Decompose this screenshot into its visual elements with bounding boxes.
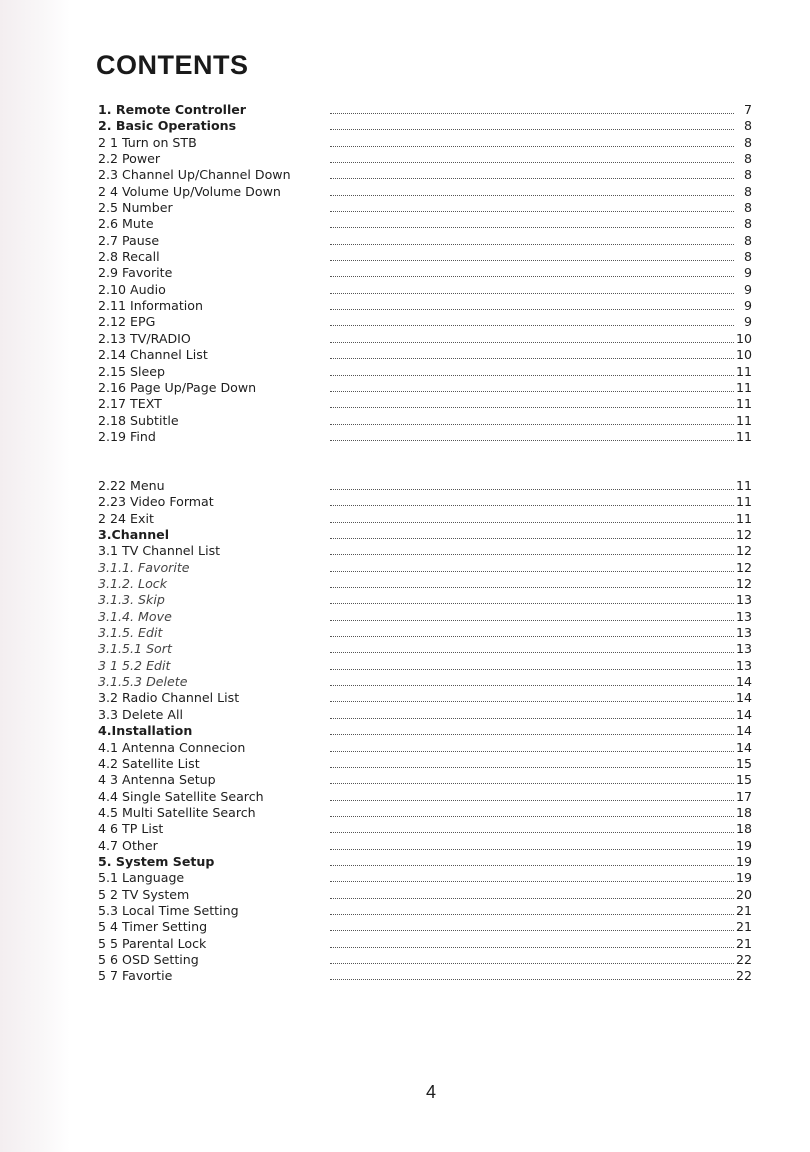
toc-entry-page: 12 bbox=[735, 576, 752, 592]
toc-entry bbox=[96, 298, 754, 314]
toc-entry-page: 14 bbox=[735, 690, 752, 706]
toc-entry-page: 8 bbox=[743, 200, 752, 216]
dot-leader bbox=[330, 865, 734, 866]
dot-leader bbox=[330, 244, 734, 245]
toc-entry-label: 3.1 TV Channel List bbox=[98, 543, 221, 559]
toc-entry bbox=[96, 756, 754, 772]
toc-entry bbox=[96, 527, 754, 543]
toc-entry-label: 2.2 Power bbox=[98, 151, 161, 167]
dot-leader bbox=[330, 211, 734, 212]
toc-entry-label: 2 1 Turn on STB bbox=[98, 134, 197, 150]
dot-leader bbox=[330, 930, 734, 931]
toc-entry-page: 8 bbox=[743, 167, 752, 183]
page-number: 4 bbox=[425, 1082, 436, 1102]
toc-entry-page: 8 bbox=[743, 118, 752, 134]
toc-entry-label: 4.1 Antenna Connecion bbox=[98, 739, 246, 755]
toc-entry-label: 2.8 Recall bbox=[98, 249, 160, 265]
toc-entry-label: 4 6 TP List bbox=[98, 821, 164, 837]
dot-leader bbox=[330, 358, 734, 359]
toc-entry bbox=[96, 331, 754, 347]
toc-entry bbox=[96, 118, 754, 134]
toc-entry-label: 2.7 Pause bbox=[98, 232, 160, 248]
dot-leader bbox=[330, 325, 734, 326]
toc-entry bbox=[96, 919, 754, 935]
toc-entry bbox=[96, 592, 754, 608]
toc-entry bbox=[96, 740, 754, 756]
toc-entry-page: 11 bbox=[735, 363, 752, 379]
dot-leader bbox=[330, 636, 734, 637]
toc-entry-label: 3.1.2. Lock bbox=[98, 576, 167, 592]
toc-entry-page: 11 bbox=[735, 428, 752, 444]
toc-entry bbox=[96, 494, 754, 510]
toc-entry bbox=[96, 609, 754, 625]
dot-leader bbox=[330, 718, 734, 719]
toc-entry-page: 19 bbox=[735, 853, 752, 869]
toc-entry bbox=[96, 576, 754, 592]
toc-entry bbox=[96, 396, 754, 412]
toc-entry-page: 17 bbox=[735, 788, 752, 804]
toc-entry-label: 3.1.5. Edit bbox=[98, 625, 163, 641]
toc-entry-label: 4.2 Satellite List bbox=[98, 755, 200, 771]
dot-leader bbox=[330, 276, 734, 277]
toc-entry-page: 21 bbox=[735, 935, 752, 951]
dot-leader bbox=[330, 146, 734, 147]
toc-entry-page: 14 bbox=[735, 739, 752, 755]
toc-entry-page: 13 bbox=[735, 657, 752, 673]
toc-entry bbox=[96, 854, 754, 870]
toc-entry-page: 13 bbox=[735, 608, 752, 624]
dot-leader bbox=[330, 293, 734, 294]
toc-entry bbox=[96, 233, 754, 249]
toc-entry-label: 2.17 TEXT bbox=[98, 396, 162, 412]
toc-entry bbox=[96, 478, 754, 494]
dot-leader bbox=[330, 342, 734, 343]
toc-entry bbox=[96, 135, 754, 151]
toc-entry bbox=[96, 838, 754, 854]
toc-entry bbox=[96, 821, 754, 837]
toc-entry bbox=[96, 723, 754, 739]
page-edge-shadow bbox=[0, 0, 70, 1152]
toc-entry-label: 2.18 Subtitle bbox=[98, 412, 179, 428]
dot-leader bbox=[330, 538, 734, 539]
toc-entry-page: 22 bbox=[735, 951, 752, 967]
toc-entry-label: 5.3 Local Time Setting bbox=[98, 902, 239, 918]
toc-entry-page: 18 bbox=[735, 821, 752, 837]
dot-leader bbox=[330, 440, 734, 441]
toc-entry-label: 3.1.3. Skip bbox=[98, 592, 165, 608]
toc-entry-page: 11 bbox=[735, 412, 752, 428]
toc-entry-page: 9 bbox=[743, 314, 752, 330]
toc-entry-page: 8 bbox=[743, 232, 752, 248]
toc-entry-page: 11 bbox=[735, 478, 752, 493]
toc-entry-label: 2.11 Information bbox=[98, 298, 203, 314]
toc-entry-page: 19 bbox=[735, 870, 752, 886]
toc-entry-label: 2.13 TV/RADIO bbox=[98, 330, 191, 346]
toc-entry-label: 2.15 Sleep bbox=[98, 363, 166, 379]
toc-entry-page: 14 bbox=[735, 723, 752, 739]
toc-entry-page: 13 bbox=[735, 641, 752, 657]
toc-entry bbox=[96, 249, 754, 265]
toc-entry-label: 5 2 TV System bbox=[98, 886, 190, 902]
toc-entry bbox=[96, 429, 754, 445]
toc-entry-label: 5 5 Parental Lock bbox=[98, 935, 207, 951]
toc-entry-label: 2.5 Number bbox=[98, 200, 173, 216]
dot-leader bbox=[330, 522, 734, 523]
dot-leader bbox=[330, 391, 734, 392]
dot-leader bbox=[330, 800, 734, 801]
toc-entry-label: 3.1.4. Move bbox=[98, 608, 172, 624]
toc-entry-page: 11 bbox=[735, 494, 752, 510]
toc-entry-page: 8 bbox=[743, 183, 752, 199]
toc-entry-label: 3.1.5.1 Sort bbox=[98, 641, 172, 657]
toc-entry-page: 9 bbox=[743, 265, 752, 281]
dot-leader bbox=[330, 424, 734, 425]
toc-entry bbox=[96, 314, 754, 330]
dot-leader bbox=[330, 685, 734, 686]
toc-entry-page: 15 bbox=[735, 755, 752, 771]
dot-leader bbox=[330, 947, 734, 948]
toc-entry-label: 5 7 Favortie bbox=[98, 968, 173, 984]
toc-entry-page: 8 bbox=[743, 249, 752, 265]
toc-entry-label: 2.23 Video Format bbox=[98, 494, 214, 510]
toc-entry-label: 4.Installation bbox=[98, 723, 193, 739]
dot-leader bbox=[330, 587, 734, 588]
dot-leader bbox=[330, 979, 734, 980]
toc-entry bbox=[96, 380, 754, 396]
toc-entry bbox=[96, 216, 754, 232]
toc-block-1 bbox=[96, 102, 754, 445]
toc-entry bbox=[96, 347, 754, 363]
dot-leader bbox=[330, 963, 734, 964]
dot-leader bbox=[330, 260, 734, 261]
toc-block-2 bbox=[96, 478, 754, 985]
toc-entry-label: 3.Channel bbox=[98, 527, 170, 543]
dot-leader bbox=[330, 407, 734, 408]
toc-entry-label: 1. Remote Controller bbox=[98, 102, 247, 117]
dot-leader bbox=[330, 849, 734, 850]
toc-entry-page: 20 bbox=[735, 886, 752, 902]
toc-entry bbox=[96, 265, 754, 281]
toc-entry bbox=[96, 870, 754, 886]
toc-entry bbox=[96, 772, 754, 788]
toc-entry-page: 14 bbox=[735, 706, 752, 722]
toc-entry-page: 14 bbox=[735, 674, 752, 690]
toc-entry-label: 5 6 OSD Setting bbox=[98, 951, 199, 967]
dot-leader bbox=[330, 783, 734, 784]
toc-entry-page: 8 bbox=[743, 216, 752, 232]
dot-leader bbox=[330, 816, 734, 817]
toc-entry-label: 5. System Setup bbox=[98, 853, 215, 869]
dot-leader bbox=[330, 734, 734, 735]
toc-entry-label: 3.1.5.3 Delete bbox=[98, 674, 188, 690]
toc-entry-label: 2.16 Page Up/Page Down bbox=[98, 379, 257, 395]
dot-leader bbox=[330, 554, 734, 555]
dot-leader bbox=[330, 832, 734, 833]
dot-leader bbox=[330, 881, 734, 882]
toc-entry-label: 2.12 EPG bbox=[98, 314, 156, 330]
toc-entry bbox=[96, 102, 754, 118]
toc-entry-page: 22 bbox=[735, 968, 752, 984]
toc-entry-page: 9 bbox=[743, 281, 752, 297]
toc-entry-page: 8 bbox=[743, 151, 752, 167]
dot-leader bbox=[330, 375, 734, 376]
toc-entry bbox=[96, 151, 754, 167]
toc-entry-page: 13 bbox=[735, 625, 752, 641]
toc-entry-label: 3 1 5.2 Edit bbox=[98, 657, 171, 673]
dot-leader bbox=[330, 751, 734, 752]
toc-entry bbox=[96, 789, 754, 805]
toc-entry bbox=[96, 674, 754, 690]
toc-entry bbox=[96, 413, 754, 429]
toc-entry-label: 2.3 Channel Up/Channel Down bbox=[98, 167, 291, 183]
toc-entry bbox=[96, 903, 754, 919]
toc-entry bbox=[96, 200, 754, 216]
dot-leader bbox=[330, 652, 734, 653]
toc-entry-label: 4.5 Multi Satellite Search bbox=[98, 804, 256, 820]
dot-leader bbox=[330, 571, 734, 572]
toc-entry bbox=[96, 707, 754, 723]
toc-entry bbox=[96, 511, 754, 527]
dot-leader bbox=[330, 620, 734, 621]
toc-entry-page: 15 bbox=[735, 772, 752, 788]
toc-entry-page: 11 bbox=[735, 510, 752, 526]
dot-leader bbox=[330, 669, 734, 670]
toc-entry-page: 8 bbox=[743, 134, 752, 150]
page-title: CONTENTS bbox=[96, 50, 249, 80]
toc-entry-label: 2.9 Favorite bbox=[98, 265, 173, 281]
toc-entry bbox=[96, 887, 754, 903]
dot-leader bbox=[330, 489, 734, 490]
toc-entry bbox=[96, 641, 754, 657]
toc-entry-page: 11 bbox=[735, 396, 752, 412]
toc-entry-label: 2.19 Find bbox=[98, 428, 156, 444]
dot-leader bbox=[330, 505, 734, 506]
toc-entry-label: 4.7 Other bbox=[98, 837, 158, 853]
toc-entry bbox=[96, 952, 754, 968]
toc-entry-page: 12 bbox=[735, 527, 752, 543]
toc-entry bbox=[96, 364, 754, 380]
toc-entry bbox=[96, 184, 754, 200]
toc-entry-label: 4.4 Single Satellite Search bbox=[98, 788, 264, 804]
dot-leader bbox=[330, 113, 734, 114]
toc-entry-label: 3.2 Radio Channel List bbox=[98, 690, 240, 706]
toc-entry-page: 18 bbox=[735, 804, 752, 820]
toc-entry bbox=[96, 282, 754, 298]
dot-leader bbox=[330, 603, 734, 604]
toc-entry-page: 13 bbox=[735, 592, 752, 608]
toc-entry-label: 2 4 Volume Up/Volume Down bbox=[98, 183, 281, 199]
toc-entry bbox=[96, 968, 754, 984]
toc-entry-label: 3.1.1. Favorite bbox=[98, 559, 190, 575]
toc-entry bbox=[96, 658, 754, 674]
toc-entry-label: 2. Basic Operations bbox=[98, 118, 237, 134]
dot-leader bbox=[330, 767, 734, 768]
dot-leader bbox=[330, 195, 734, 196]
toc-entry-page: 11 bbox=[735, 379, 752, 395]
toc-entry-page: 10 bbox=[735, 347, 752, 363]
dot-leader bbox=[330, 701, 734, 702]
toc-entry-label: 5.1 Language bbox=[98, 870, 185, 886]
toc-entry-page: 12 bbox=[735, 543, 752, 559]
toc-entry-label: 2 24 Exit bbox=[98, 510, 154, 526]
toc-entry bbox=[96, 625, 754, 641]
toc-entry bbox=[96, 167, 754, 183]
toc-entry-label: 5 4 Timer Setting bbox=[98, 919, 208, 935]
dot-leader bbox=[330, 309, 734, 310]
toc-entry-label: 2.10 Audio bbox=[98, 281, 166, 297]
toc-entry-page: 21 bbox=[735, 902, 752, 918]
dot-leader bbox=[330, 898, 734, 899]
toc-entry-label: 4 3 Antenna Setup bbox=[98, 772, 216, 788]
toc-entry-page: 9 bbox=[743, 298, 752, 314]
dot-leader bbox=[330, 129, 734, 130]
toc-entry bbox=[96, 936, 754, 952]
dot-leader bbox=[330, 162, 734, 163]
dot-leader bbox=[330, 227, 734, 228]
toc-entry-label: 2.6 Mute bbox=[98, 216, 154, 232]
toc-entry-label: 3.3 Delete All bbox=[98, 706, 184, 722]
toc-entry bbox=[96, 560, 754, 576]
toc-entry bbox=[96, 690, 754, 706]
toc-entry-page: 10 bbox=[735, 330, 752, 346]
toc-entry-label: 2.22 Menu bbox=[98, 478, 165, 493]
toc-entry-page: 12 bbox=[735, 559, 752, 575]
toc-entry-page: 7 bbox=[743, 102, 752, 117]
toc-entry-page: 21 bbox=[735, 919, 752, 935]
dot-leader bbox=[330, 178, 734, 179]
toc-entry-label: 2.14 Channel List bbox=[98, 347, 208, 363]
dot-leader bbox=[330, 914, 734, 915]
toc-entry bbox=[96, 805, 754, 821]
toc-entry-page: 19 bbox=[735, 837, 752, 853]
toc-entry bbox=[96, 543, 754, 559]
